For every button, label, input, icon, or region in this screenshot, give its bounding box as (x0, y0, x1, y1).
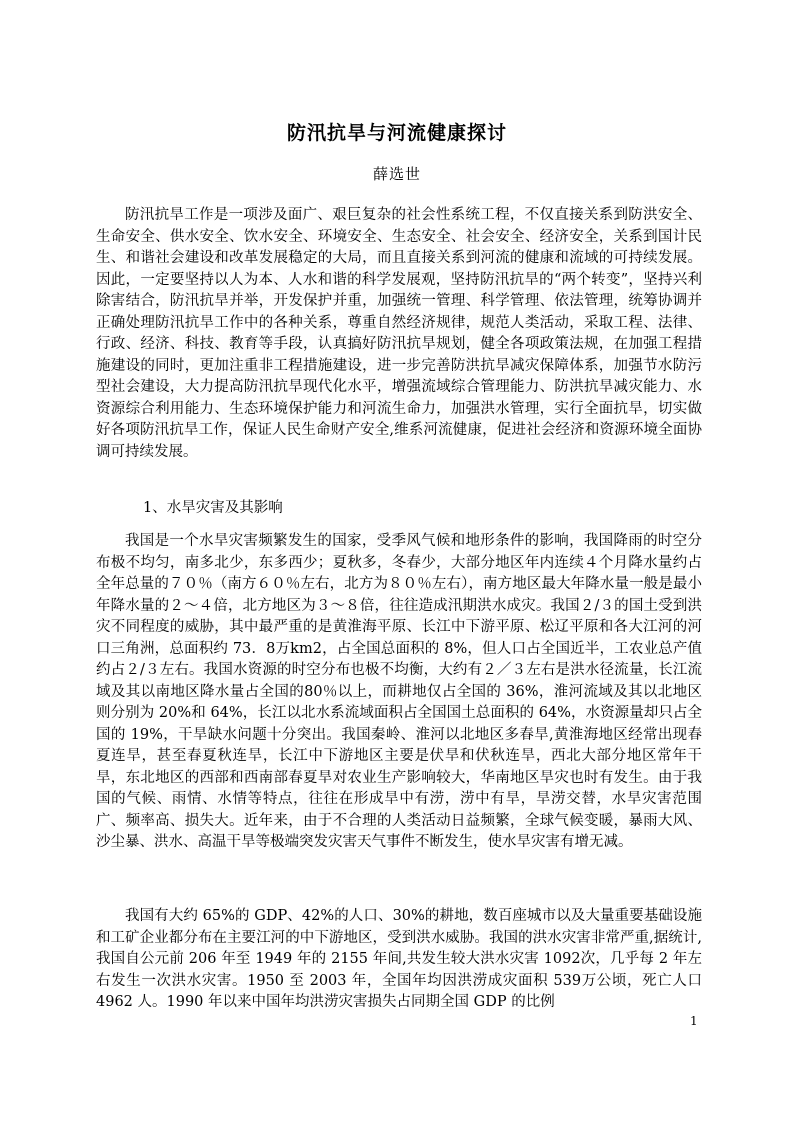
paragraph (96, 906, 702, 1014)
paragraph-text: 防汛抗旱工作是一项涉及面广、艰巨复杂的社会性系统工程，不仅直接关系到防洪安全、生命安全、供水安全、饮水安全、环境安全、生态安全、社会安全、经济安全，关系到国计民生、和谐社会建设和改革发展稳定的大局，而且直接关系到河流的健康和流域的可持续发展。因此，一定要坚持以人为本、人水和谐的科学发展观，坚持防汛抗旱的“两个转变”，坚持兴利除害结合，防汛抗旱并举，开发保护并重，加强统一管理、科学管理、依法管理，统筹协调并正确处理防汛抗旱工作中的各种关系，尊重自然经济规律，规范人类活动，采取工程、法律、行政、经济、科技、教育等手段，认真搞好防汛抗旱规划，健全各项政策法规，在加强工程措施建设的同时，更加注重非工程措施建设，进一步完善防洪抗旱减灾保障体系，加强节水防污型社会建设，大力提高防汛抗旱现代化水平，增强流域综合管理能力、防洪抗旱减灾能力、水资源综合利用能力、生态环境保护能力和河流生命力，加强洪水管理，实行全面抗旱，切实做好各项防汛抗旱工作，保证人民生命财产安全,维系河流健康，促进社会经济和资源环境全面协调可持续发展。 (96, 207, 702, 460)
page-number: 1 (690, 1014, 698, 1028)
section-heading: 1、水旱灾害及其影响 (143, 500, 283, 516)
author-name: 薛选世 (372, 165, 421, 183)
paragraph-text: 我国是一个水旱灾害频繁发生的国家，受季风气候和地形条件的影响，我国降雨的时空分布极不均匀，南多北少，东多西少；夏秋多，冬春少，大部分地区年内连续４个月降水量约占全年总量的７０％（南方６０％左右，北方为８０％左右），南方地区最大年降水量一般是最小年降水量的２～４倍，北方地区为３～８倍，往往造成汛期洪水成灾。我国２/３的国土受到洪灾不同程度的威胁，其中最严重的是黄淮海平原、长江中下游平原、松辽平原和各大江河的河口三角洲，总面积约 73．8万km2，占全国总面积的 8%，但人口占全国近半，工农业总产值约占２/３左右。我国水资源的时空分布也极不均衡，大约有２／３左右是洪水径流量，长江流域及其以南地区降水量占全国的80％以上，而耕地仅占全国的 36%，淮河流域及其以北地区则分别为 20%和 64%，长江以北水系流域面积占全国国土总面积的 64%，水资源量却只占全国的 19%，干旱缺水问题十分突出。我国秦岭、淮河以北地区多春旱,黄淮海地区经常出现春夏连旱，甚至春夏秋连旱，长江中下游地区主要是伏旱和伏秋连旱，西北大部分地区常年干旱，东北地区的西部和西南部春夏旱对农业生产影响较大，华南地区旱灾也时有发生。由于我国的气候、雨情、水情等特点，往往在形成旱中有涝，涝中有旱，旱涝交替，水旱灾害范围广、频率高、损失大。近年来，由于不合理的人类活动日益频繁，全球气候变暖，暴雨大风、沙尘暴、洪水、高温干旱等极端突发灾害天气事件不断发生，使水旱灾害有增无减。 (96, 533, 702, 850)
document-title: 防汛抗旱与河流健康探讨 (286, 122, 507, 144)
paragraph (96, 531, 702, 854)
intro-paragraph (96, 205, 702, 463)
paragraph-text: 我国有大约 65%的 GDP、42%的人口、30%的耕地，数百座城市以及大量重要基础设施和工矿企业都分布在主要江河的中下游地区，受到洪水威胁。我国的洪水灾害非常严重,据统计,我国自公元前 206 年至 1949 年的 2155 年间,共发生较大洪水灾害 1092次，几乎每 2 年左右发生一次洪水灾害。1950 至 2003 年，全国年均因洪涝成灾面积 539万公顷，死亡人口 4962 人。1990 年以来中国年均洪涝灾害损失占同期全国 GDP 的比例 (96, 908, 702, 1010)
